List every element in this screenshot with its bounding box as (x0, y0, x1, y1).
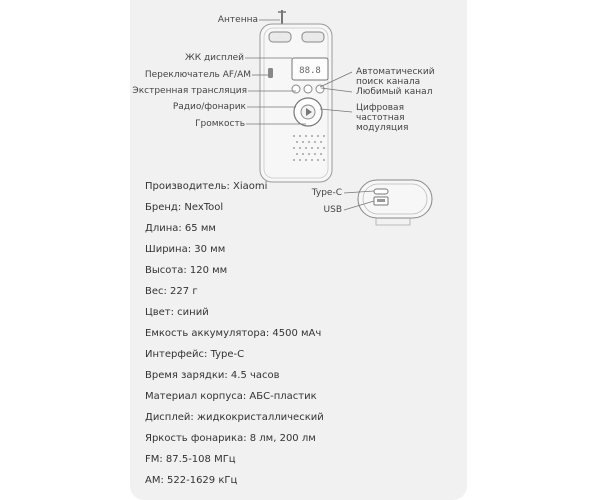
label-type-c: Type-C (311, 188, 342, 198)
label-volume: Громкость (195, 119, 245, 129)
label-antenna: Антенна (217, 15, 258, 25)
spec-manufacturer: Производитель: Xiaomi (145, 181, 268, 192)
svg-text:88.8: 88.8 (299, 66, 321, 76)
spec-brand: Бренд: NexTool (145, 202, 224, 213)
spec-width: Ширина: 30 мм (145, 244, 226, 255)
label-usb: USB (323, 205, 342, 215)
label-switch-af-am: Переключатель AF/AM (144, 70, 251, 80)
spec-display: Дисплей: жидкокристаллический (145, 412, 324, 423)
label-emergency: Экстренная трансляция (132, 86, 247, 96)
radio-body-icon (260, 24, 332, 182)
spec-material: Материал корпуса: АБС-пластик (145, 391, 317, 402)
label-lcd: ЖК дисплей (185, 53, 244, 63)
spec-length: Длина: 65 мм (145, 223, 216, 234)
spec-color: Цвет: синий (145, 307, 209, 318)
spec-am: AM: 522-1629 кГц (145, 475, 238, 486)
spec-interface: Интерфейс: Type-C (145, 349, 245, 360)
spec-height: Высота: 120 мм (145, 265, 228, 276)
spec-flashlight: Яркость фонарика: 8 лм, 200 лм (145, 433, 316, 444)
spec-charge-time: Время зарядки: 4.5 часов (145, 370, 280, 381)
spec-fm: FM: 87.5-108 МГц (145, 454, 236, 465)
label-favorite: Любимый канал (356, 87, 433, 97)
label-digital-fm: Цифровая частотная модуляция (356, 103, 409, 133)
label-auto-search: Автоматический поиск канала (356, 67, 435, 87)
spec-battery: Емкость аккумулятора: 4500 мАч (145, 328, 322, 339)
spec-weight: Вес: 227 г (145, 286, 198, 297)
label-radio-flashlight: Радио/фонарик (172, 102, 246, 112)
